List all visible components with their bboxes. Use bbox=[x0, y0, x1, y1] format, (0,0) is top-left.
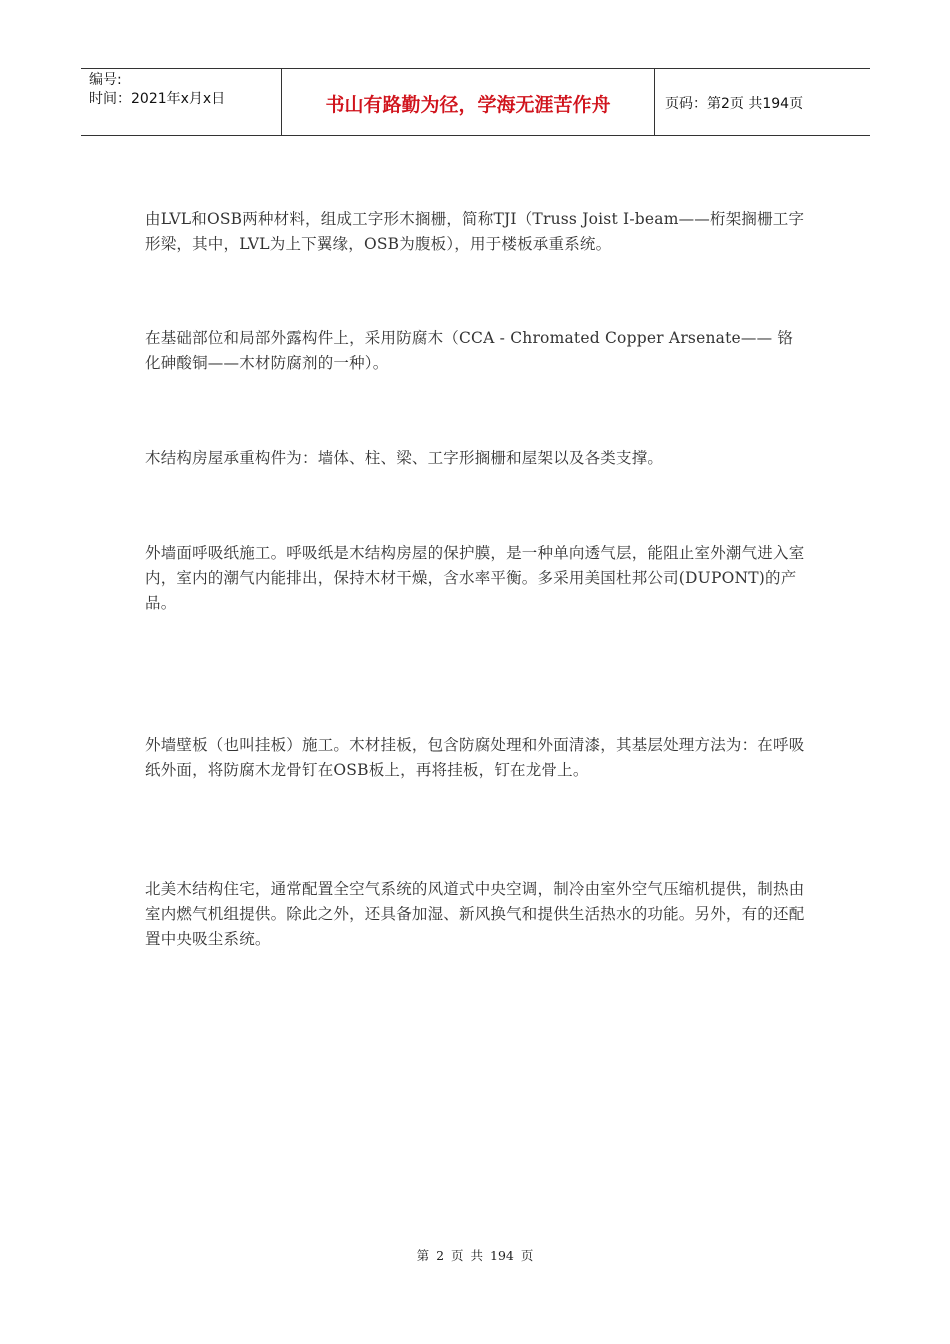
header-motto: 书山有路勤为径，学海无涯苦作舟 bbox=[282, 69, 655, 135]
document-date: 时间：2021年x月x日 bbox=[89, 91, 226, 107]
header-meta bbox=[81, 69, 282, 135]
paragraph-siding: 外墙壁板（也叫挂板）施工。木材挂板，包含防腐处理和外面清漆，其基层处理方法为：在呼吸纸外面，将防腐木龙骨钉在OSB板上，再将挂板，钉在龙骨上。 bbox=[145, 736, 805, 779]
paragraph-breathable-membrane: 外墙面呼吸纸施工。呼吸纸是木结构房屋的保护膜，是一种单向透气层，能阻止室外潮气进入室内，室内的潮气内能排出，保持木材干燥，含水率平衡。多采用美国杜邦公司(DUPONT)的产品。 bbox=[145, 544, 805, 612]
paragraph-hvac: 北美木结构住宅，通常配置全空气系统的风道式中央空调，制冷由室外空气压缩机提供，制热由室内燃气机组提供。除此之外，还具备加湿、新风换气和提供生活热水的功能。另外，有的还配置中央吸尘系统。 bbox=[145, 880, 805, 948]
paragraph-tji: 由LVL和OSB两种材料，组成工字形木搁栅，简称TJI（Truss Joist I-beam——桁架搁栅工字形梁，其中，LVL为上下翼缘，OSB为腹板），用于楼板承重系统。 bbox=[145, 210, 805, 253]
document-number-label: 编号: bbox=[89, 72, 122, 88]
page-footer: 第 2 页 共 194 页 bbox=[416, 1248, 534, 1263]
paragraph-preservative-wood: 在基础部位和局部外露构件上，采用防腐木（CCA - Chromated Copper Arsenate—— 铬化砷酸铜——木材防腐剂的一种）。 bbox=[145, 329, 794, 372]
page-header bbox=[81, 68, 870, 136]
header-page-info: 页码：第2页 共194页 bbox=[665, 96, 804, 112]
paragraph-load-bearing: 木结构房屋承重构件为：墙体、柱、梁、工字形搁栅和屋架以及各类支撑。 bbox=[145, 449, 664, 467]
